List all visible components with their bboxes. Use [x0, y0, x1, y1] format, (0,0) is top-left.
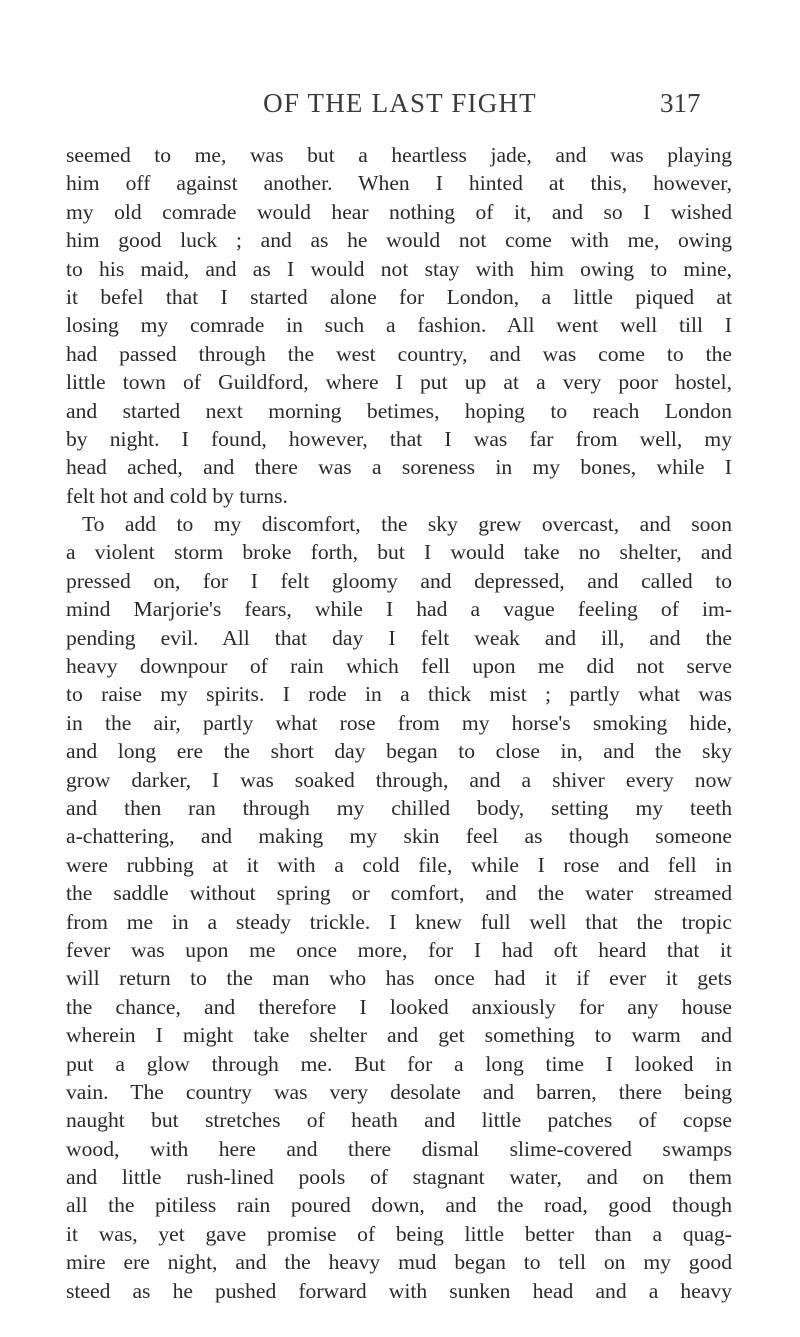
text-line: him good luck ; and as he would not come with me, owing: [66, 228, 732, 253]
text-line: vain. The country was very desolate and barren, there being: [66, 1079, 732, 1104]
text-line: the chance, and therefore I looked anxiously for any house: [66, 994, 732, 1019]
text-line: it befel that I started alone for London, a little piqued at: [66, 284, 732, 309]
text-line: it was, yet gave promise of being little better than a quag-: [66, 1221, 732, 1246]
text-line: put a glow through me. But for a long time I looked in: [66, 1051, 732, 1076]
text-line: grow darker, I was soaked through, and a shiver every now: [66, 767, 732, 792]
text-line: a violent storm broke forth, but I would take no shelter, and: [66, 540, 732, 565]
text-line: little town of Guildford, where I put up at a very poor hostel,: [66, 370, 732, 395]
text-line: naught but stretches of heath and little patches of copse: [66, 1108, 732, 1133]
text-line: and long ere the short day began to close in, and the sky: [66, 739, 732, 764]
text-line: pressed on, for I felt gloomy and depressed, and called to: [66, 568, 732, 593]
text-line: to his maid, and as I would not stay with him owing to mine,: [66, 256, 732, 281]
text-line: the saddle without spring or comfort, and the water streamed: [66, 881, 732, 906]
text-line: mind Marjorie's fears, while I had a vague feeling of im-: [66, 597, 732, 622]
text-line: by night. I found, however, that I was far from well, my: [66, 426, 732, 451]
text-line: seemed to me, was but a heartless jade, and was playing: [66, 143, 732, 167]
text-line: were rubbing at it with a cold file, while I rose and fell in: [66, 852, 732, 877]
text-line: fever was upon me once more, for I had oft heard that it: [66, 937, 732, 962]
text-line: and little rush-lined pools of stagnant water, and on them: [66, 1165, 732, 1190]
paragraph-start-line: To add to my discomfort, the sky grew overcast, and soon: [82, 512, 732, 537]
page-number: 317: [660, 88, 701, 118]
text-line: heavy downpour of rain which fell upon me did not serve: [66, 654, 732, 679]
text-line: had passed through the west country, and was come to the: [66, 341, 732, 366]
text-line: head ached, and there was a soreness in my bones, while I: [66, 455, 732, 480]
text-line: pending evil. All that day I felt weak and ill, and the: [66, 625, 732, 650]
text-line: from me in a steady trickle. I knew full well that the tropic: [66, 909, 732, 934]
text-line: and then ran through my chilled body, setting my teeth: [66, 795, 732, 820]
text-line: all the pitiless rain poured down, and the road, good though: [66, 1193, 732, 1218]
body-text: [66, 141, 732, 1305]
text-line: steed as he pushed forward with sunken head and a heavy: [66, 1278, 732, 1303]
text-line: him off against another. When I hinted at this, however,: [66, 171, 732, 196]
text-line: my old comrade would hear nothing of it, and so I wished: [66, 199, 732, 224]
text-line: will return to the man who has once had it if ever it gets: [66, 966, 732, 991]
text-line: losing my comrade in such a fashion. All went well till I: [66, 313, 732, 338]
text-line: wherein I might take shelter and get something to warm and: [66, 1023, 732, 1048]
text-line: wood, with here and there dismal slime-covered swamps: [66, 1136, 732, 1161]
running-title: OF THE LAST FIGHT: [263, 88, 537, 118]
text-line: in the air, partly what rose from my horse's smoking hide,: [66, 710, 732, 735]
paragraph-end-line: felt hot and cold by turns.: [66, 483, 288, 508]
text-line: a-chattering, and making my skin feel as though someone: [66, 824, 732, 849]
text-line: to raise my spirits. I rode in a thick mist ; partly what was: [66, 682, 732, 707]
text-line: and started next morning betimes, hoping to reach London: [66, 398, 732, 423]
text-line: mire ere night, and the heavy mud began to tell on my good: [66, 1250, 732, 1275]
